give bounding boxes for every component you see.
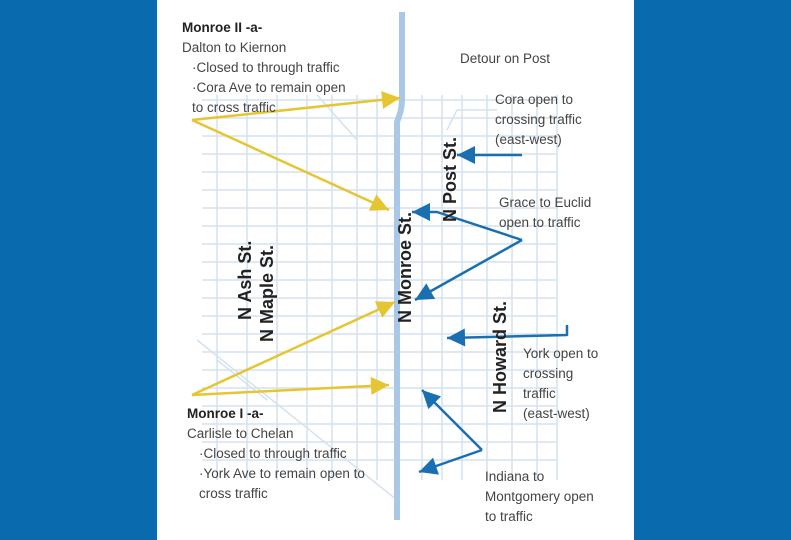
monroe-i-closed: ·Closed to through traffic [199,446,347,461]
cora-label [495,90,582,150]
cora-line-1: Cora open to [495,92,574,107]
indiana-line-1: Indiana to [485,469,545,484]
york-line-3: traffic [523,386,556,401]
monroe-ii-cross: to cross traffic [192,100,276,115]
street-label-post: N Post St. [440,136,460,222]
york-line-1: York open to [523,346,599,361]
monroe-ii-cora: ·Cora Ave to remain open [192,80,346,95]
indiana-line-2: Montgomery open [485,489,594,504]
cora-line-2: crossing traffic [495,112,582,127]
grace-line-1: Grace to Euclid [499,195,592,210]
map-street [447,110,457,130]
yellow-arrow-lower-head [371,377,389,395]
map-panel [157,0,634,540]
monroe-i-cross: cross traffic [199,486,268,501]
grace-label [499,193,591,233]
street-label-howard: N Howard St. [490,300,510,413]
monroe-i-title: Monroe I -a- [187,406,264,421]
indiana-label [485,467,594,527]
monroe-i-york: ·York Ave to remain open to [199,466,365,481]
grace-line-2: open to traffic [499,215,581,230]
blue-arrow-euclid [415,240,522,300]
monroe-i-label [187,404,365,504]
cora-line-3: (east-west) [495,132,562,147]
york-line-4: (east-west) [523,406,590,421]
street-label-ash: N Ash St. [235,240,255,320]
monroe-ii-closed: ·Closed to through traffic [192,60,340,75]
monroe-ii-range: Dalton to Kiernon [182,40,287,55]
york-line-2: crossing [523,366,574,381]
street-label-monroe: N Monroe St. [395,212,415,323]
monroe-ii-title: Monroe II -a- [182,20,263,35]
york-label [523,344,598,424]
indiana-line-3: to traffic [485,509,533,524]
yellow-arrow-dalton [192,120,389,210]
detour-label: Detour on Post [460,51,551,66]
monroe-ii-label [182,18,346,118]
blue-arrow-york-head [447,329,465,347]
monroe-i-range: Carlisle to Chelan [187,426,294,441]
yellow-arrow-lower [192,385,389,395]
street-label-maple: N Maple St. [257,244,277,342]
